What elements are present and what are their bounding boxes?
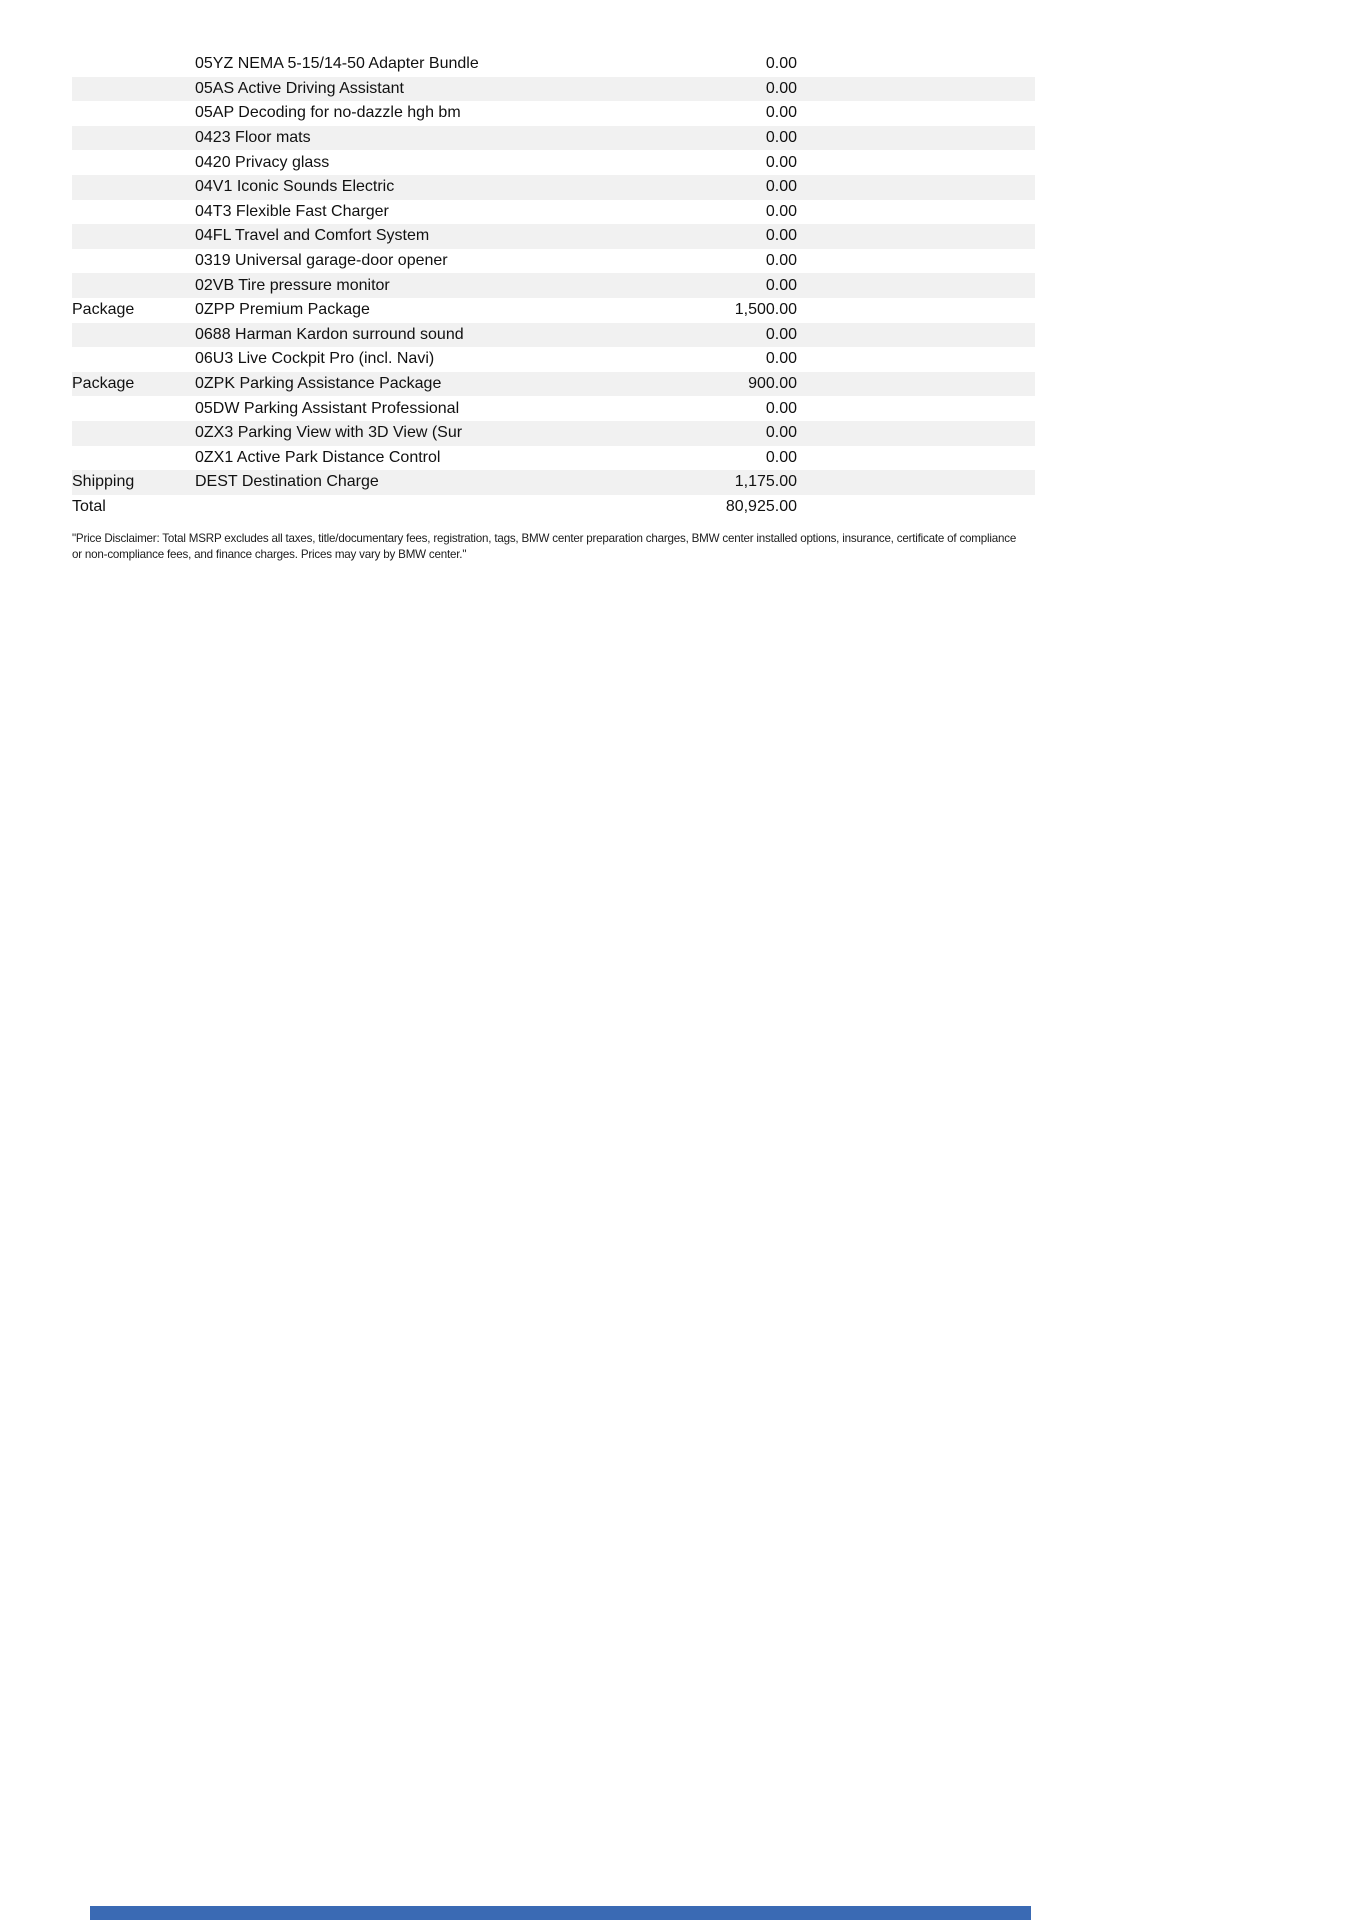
- table-row: [72, 421, 1035, 446]
- item-cell: 05YZ NEMA 5-15/14-50 Adapter Bundle: [195, 55, 479, 73]
- bottom-blue-bar: [90, 1906, 1031, 1920]
- spacer-cell: [797, 273, 1035, 298]
- price-cell: 900.00: [748, 375, 797, 393]
- item-cell: 04T3 Flexible Fast Charger: [195, 202, 389, 220]
- spacer-cell: [797, 175, 1035, 200]
- item-cell: 04FL Travel and Comfort System: [195, 227, 430, 245]
- price-cell: 0.00: [765, 399, 797, 417]
- table-row: [72, 372, 1035, 397]
- table-row: [72, 126, 1035, 151]
- category-cell: [72, 150, 195, 175]
- category-cell: [72, 175, 195, 200]
- spacer-cell: [797, 200, 1035, 225]
- table-row: [72, 101, 1035, 126]
- item-cell: 0ZX3 Parking View with 3D View (Sur: [195, 424, 463, 442]
- spacer-cell: [797, 470, 1035, 495]
- item-cell: 0ZPP Premium Package: [195, 301, 370, 319]
- table-row: [72, 175, 1035, 200]
- category-cell: [72, 421, 195, 446]
- price-cell: 80,925.00: [725, 497, 797, 515]
- table-row: [72, 52, 1035, 77]
- spacer-cell: [797, 446, 1035, 471]
- table-row: [72, 323, 1035, 348]
- price-cell: 0.00: [765, 79, 797, 97]
- price-cell: 1,175.00: [734, 473, 797, 491]
- spacer-cell: [797, 150, 1035, 175]
- price-cell: 0.00: [765, 448, 797, 466]
- table-row: [72, 396, 1035, 421]
- spacer-cell: [797, 298, 1035, 323]
- item-cell: 06U3 Live Cockpit Pro (incl. Navi): [195, 350, 435, 368]
- table-row: [72, 347, 1035, 372]
- spacer-cell: [797, 372, 1035, 397]
- spacer-cell: [797, 126, 1035, 151]
- category-cell: [72, 200, 195, 225]
- item-cell: 02VB Tire pressure monitor: [195, 276, 390, 294]
- table-row: [72, 495, 1035, 520]
- spacer-cell: [797, 249, 1035, 274]
- item-cell: 0688 Harman Kardon surround sound: [195, 325, 464, 343]
- price-cell: 0.00: [765, 424, 797, 442]
- category-cell: [72, 52, 195, 77]
- spacer-cell: [797, 495, 1035, 520]
- item-cell: 0319 Universal garage-door opener: [195, 252, 448, 270]
- table-row: [72, 273, 1035, 298]
- category-cell: Package: [72, 301, 135, 319]
- price-disclaimer-text: "Price Disclaimer: Total MSRP excludes all taxes, title/documentary fees, registration, tags, BMW center preparation charges, BMW center installed options, insurance, certificate of compliance or non-compliance fees, and finance charges. Prices may vary by BMW center.": [72, 532, 1017, 561]
- spacer-cell: [797, 52, 1035, 77]
- category-cell: [72, 323, 195, 348]
- item-cell: DEST Destination Charge: [195, 473, 379, 491]
- price-cell: 0.00: [765, 252, 797, 270]
- price-cell: 1,500.00: [734, 301, 797, 319]
- item-cell: 0423 Floor mats: [195, 129, 311, 147]
- item-cell: 0ZPK Parking Assistance Package: [195, 375, 442, 393]
- spacer-cell: [797, 101, 1035, 126]
- item-cell: [195, 495, 660, 520]
- table-row: [72, 150, 1035, 175]
- category-cell: [72, 347, 195, 372]
- spacer-cell: [797, 347, 1035, 372]
- category-cell: [72, 273, 195, 298]
- category-cell: [72, 224, 195, 249]
- options-table: [72, 52, 1035, 519]
- item-cell: 05AS Active Driving Assistant: [195, 79, 404, 97]
- price-cell: 0.00: [765, 129, 797, 147]
- spacer-cell: [797, 396, 1035, 421]
- table-row: [72, 200, 1035, 225]
- options-table-body: [72, 52, 1035, 519]
- table-row: [72, 249, 1035, 274]
- category-cell: [72, 446, 195, 471]
- price-cell: 0.00: [765, 325, 797, 343]
- price-cell: 0.00: [765, 104, 797, 122]
- price-cell: 0.00: [765, 55, 797, 73]
- category-cell: [72, 77, 195, 102]
- spacer-cell: [797, 224, 1035, 249]
- item-cell: 05DW Parking Assistant Professional: [195, 399, 460, 417]
- spacer-cell: [797, 323, 1035, 348]
- item-cell: 05AP Decoding for no-dazzle hgh bm: [195, 104, 461, 122]
- category-cell: [72, 126, 195, 151]
- category-cell: Shipping: [72, 473, 135, 491]
- table-row: [72, 77, 1035, 102]
- category-cell: [72, 249, 195, 274]
- category-cell: Total: [72, 497, 106, 515]
- price-cell: 0.00: [765, 350, 797, 368]
- category-cell: Package: [72, 375, 135, 393]
- table-row: [72, 470, 1035, 495]
- item-cell: 0ZX1 Active Park Distance Control: [195, 448, 441, 466]
- category-cell: [72, 396, 195, 421]
- table-row: [72, 298, 1035, 323]
- price-cell: 0.00: [765, 227, 797, 245]
- item-cell: 04V1 Iconic Sounds Electric: [195, 178, 395, 196]
- table-row: [72, 224, 1035, 249]
- price-cell: 0.00: [765, 153, 797, 171]
- spacer-cell: [797, 421, 1035, 446]
- price-cell: 0.00: [765, 202, 797, 220]
- table-row: [72, 446, 1035, 471]
- item-cell: 0420 Privacy glass: [195, 153, 330, 171]
- category-cell: [72, 101, 195, 126]
- price-cell: 0.00: [765, 276, 797, 294]
- price-cell: 0.00: [765, 178, 797, 196]
- spacer-cell: [797, 77, 1035, 102]
